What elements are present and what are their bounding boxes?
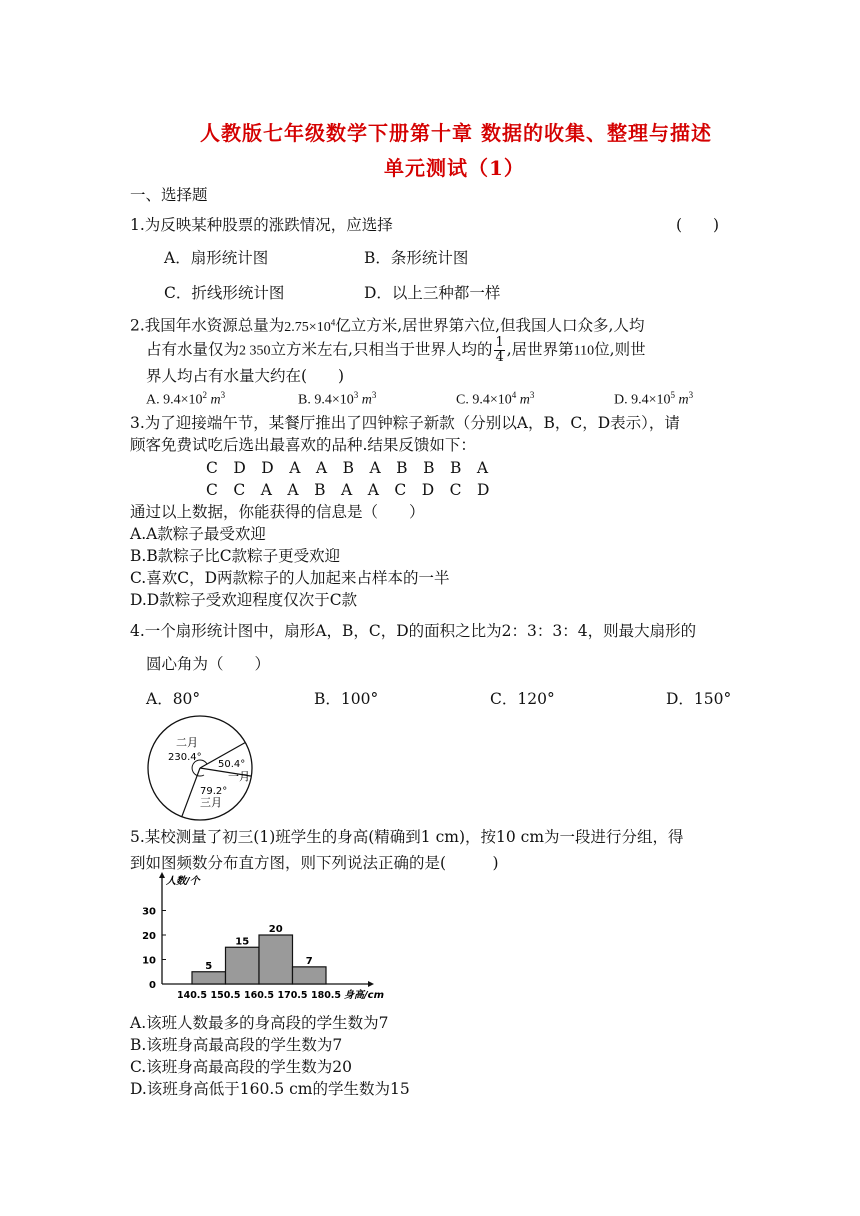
q1-option-d: D．以上三种都一样 (364, 284, 501, 302)
x-tick-label: 140.5 (176, 990, 208, 1001)
q2-fraction (494, 336, 504, 365)
y-axis-arrow (159, 872, 165, 878)
q2-total-base: 2.75×10 (284, 319, 331, 335)
q5-option-d: D.该班身高低于160.5 cm的学生数为15 (130, 1080, 410, 1098)
histogram-bar (192, 972, 226, 984)
frac-denominator: 4 (495, 350, 504, 365)
y-tick-label: 10 (142, 955, 156, 967)
q2-c-unit: m (519, 392, 530, 408)
q2-b-unit-exp: 3 (371, 390, 377, 400)
y-tick-label: 0 (149, 980, 156, 991)
histogram-bar (226, 947, 260, 984)
q2-text-c: 亿立方米,居世界第六位,但我国人口众多,人均 (335, 316, 645, 335)
q2-c-unit-exp: 3 (529, 390, 535, 400)
pie-chart (140, 712, 260, 822)
q2-total (284, 317, 336, 335)
q3-line1: 3.为了迎接端午节，某餐厅推出了四钟粽子新款（分别以A，B，C，D表示），请 (130, 414, 680, 432)
y-tick-label: 30 (142, 906, 156, 918)
q2-a-exp: 2 (202, 390, 208, 400)
q2-text-2c: 立方米左右,只相当于世界人均的 (270, 340, 493, 359)
q2-d-unit-exp: 3 (688, 390, 694, 400)
q2-b-val: B. 9.4×10 (298, 392, 354, 408)
q2-text-2d: ,居世界第 (506, 340, 574, 359)
q2-d-unit: m (678, 392, 689, 408)
q1-answer-paren: ( ) (676, 216, 720, 234)
x-tick-label: 180.5 (310, 990, 342, 1001)
q2-rank: 110 (573, 343, 595, 359)
pie-label-feb: 二月 (176, 736, 198, 749)
q2-text-2f: 位,则世 (594, 340, 646, 359)
y-tick-label: 20 (142, 931, 156, 942)
q3-option-c: C.喜欢C，D两款粽子的人加起来占样本的一半 (130, 569, 450, 587)
pie-label-mar: 三月 (200, 796, 222, 809)
q2-a-unit: m (210, 392, 221, 408)
q4-option-b: B．100° (314, 690, 379, 708)
q2-d-exp: 5 (670, 390, 676, 400)
histogram (130, 870, 400, 1005)
q2-line1 (130, 311, 645, 339)
frac-numerator: 1 (495, 335, 504, 350)
q2-line2 (146, 336, 646, 365)
q2-a-val: A. 9.4×10 (146, 392, 203, 408)
x-tick-label: 170.5 (277, 990, 308, 1001)
q3-line2: 顾客免费试吃后选出最喜欢的品种.结果反馈如下： (130, 436, 476, 454)
q4-line1: 4.一个扇形统计图中，扇形A，B，C，D的面积之比为2：3：3：4，则最大扇形的 (130, 622, 697, 640)
q3-question: 通过以上数据，你能获得的信息是（ ） (130, 503, 425, 521)
bar-data-label: 20 (268, 924, 283, 935)
q3-option-d: D.D款粽子受欢迎程度仅次于C款 (130, 591, 358, 609)
q1-option-a: A．扇形统计图 (164, 249, 269, 267)
page-title: 人教版七年级数学下册第十章 数据的收集、整理与描述 (200, 121, 712, 145)
q2-line3: 界人均占有水量大约在( ) (146, 367, 345, 385)
bar-data-label: 5 (205, 960, 213, 972)
q2-d-val: D. 9.4×10 (614, 392, 671, 408)
q3-data-row1: C D D A A B A B B B A (206, 459, 489, 477)
section-heading: 一、选择题 (130, 186, 208, 204)
q2-option-a (146, 390, 225, 409)
q3-option-a: A.A款粽子最受欢迎 (130, 525, 266, 543)
q2-b-exp: 3 (353, 390, 359, 400)
q5-option-b: B.该班身高最高段的学生数为7 (130, 1036, 343, 1054)
q4-option-a: A．80° (146, 690, 201, 708)
x-axis-label: 身高/cm (344, 990, 384, 1001)
q3-option-b: B.B款粽子比C款粽子更受欢迎 (130, 547, 341, 565)
q4-option-d: D．150° (666, 690, 732, 708)
q2-c-exp: 4 (511, 390, 517, 400)
q2-c-val: C. 9.4×10 (456, 392, 512, 408)
pie-label-jan: 一月 (228, 770, 250, 783)
x-tick-label: 160.5 (243, 990, 275, 1001)
pie-label-feb-angle: 230.4° (168, 752, 202, 763)
pie-label-mar-angle: 79.2° (200, 786, 228, 797)
page-subtitle: 单元测试（1） (384, 156, 525, 180)
histogram-bar (259, 935, 293, 984)
q3-data-row2: C C A A B A A C D C D (206, 481, 490, 499)
q2-text-a: 2.我国年水资源总量为 (130, 316, 285, 335)
q5-line1: 5.某校测量了初三(1)班学生的身高(精确到1 cm)，按10 cm为一段进行分组，得 (130, 828, 684, 846)
x-tick-label: 150.5 (210, 990, 241, 1001)
bar-data-label: 15 (235, 936, 250, 948)
q2-option-c (456, 390, 534, 409)
bar-data-label: 7 (305, 955, 313, 967)
q1-stem: 1.为反映某种股票的涨跌情况，应选择 (130, 216, 393, 234)
q2-b-unit: m (361, 392, 372, 408)
q5-option-c: C.该班身高最高段的学生数为20 (130, 1058, 352, 1076)
q2-total-exp: 4 (330, 317, 336, 327)
q5-option-a: A.该班人数最多的身高段的学生数为7 (130, 1014, 389, 1032)
histogram-bar (293, 967, 327, 984)
q5-line2: 到如图频数分布直方图，则下列说法正确的是( ) (130, 854, 499, 872)
pie-label-jan-angle: 50.4° (218, 759, 246, 770)
q2-option-b (298, 390, 376, 409)
q2-option-d (614, 390, 693, 409)
q1-option-b: B．条形统计图 (364, 249, 469, 267)
q2-text-2a: 占有水量仅为 (146, 340, 240, 359)
q1-option-c: C．折线形统计图 (164, 284, 285, 302)
x-axis-arrow (368, 981, 374, 987)
q4-option-c: C．120° (490, 690, 555, 708)
q4-line2: 圆心角为（ ） (146, 655, 271, 673)
y-axis-label: 人数/个 (166, 876, 200, 887)
q2-a-unit-exp: 3 (220, 390, 226, 400)
q2-per-capita: 2 350 (239, 343, 271, 359)
